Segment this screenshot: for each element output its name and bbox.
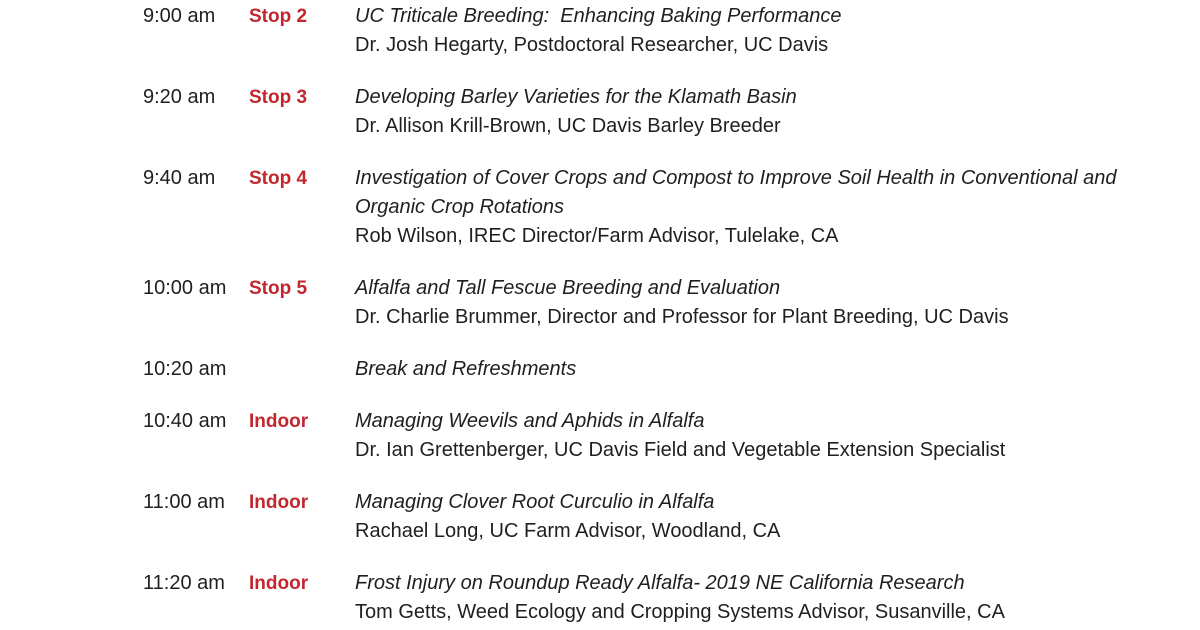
- schedule-row: [143, 407, 1200, 465]
- session-detail: [355, 488, 1135, 546]
- schedule-row: [143, 488, 1200, 546]
- session-time: 9:20 am: [143, 86, 216, 108]
- schedule-row: [143, 2, 1200, 60]
- session-location: Stop 5: [249, 278, 308, 299]
- session-detail: [355, 274, 1135, 332]
- session-time: 9:40 am: [143, 167, 216, 189]
- session-presenter: Dr. Ian Grettenberger, UC Davis Field and Vegetable Extension Specialist: [355, 439, 1006, 461]
- session-time: 11:00 am: [143, 491, 225, 513]
- session-title: Developing Barley Varieties for the Klamath Basin: [355, 86, 797, 108]
- session-location: Indoor: [249, 411, 309, 432]
- session-detail: [355, 2, 1135, 60]
- session-location: Stop 2: [249, 6, 308, 27]
- session-detail: [355, 83, 1135, 141]
- session-detail: [355, 164, 1135, 251]
- session-location: Indoor: [249, 573, 309, 594]
- schedule-row: [143, 569, 1200, 627]
- session-location: Stop 3: [249, 87, 308, 108]
- session-time: 10:40 am: [143, 410, 227, 432]
- session-title: Managing Clover Root Curculio in Alfalfa: [355, 491, 715, 513]
- session-presenter: Dr. Charlie Brummer, Director and Professor for Plant Breeding, UC Davis: [355, 306, 1009, 328]
- schedule-row: [143, 355, 1200, 384]
- session-title: Frost Injury on Roundup Ready Alfalfa- 2019 NE California Research: [355, 572, 965, 594]
- session-presenter: Dr. Allison Krill-Brown, UC Davis Barley Breeder: [355, 115, 781, 137]
- session-title: Managing Weevils and Aphids in Alfalfa: [355, 410, 705, 432]
- session-detail: [355, 407, 1135, 465]
- session-location: Stop 4: [249, 168, 308, 189]
- session-presenter: Rachael Long, UC Farm Advisor, Woodland, CA: [355, 520, 781, 542]
- schedule-row: [143, 164, 1200, 251]
- session-title: Investigation of Cover Crops and Compost to Improve Soil Health in Conventional and Organic Crop Rotations: [355, 167, 1123, 218]
- session-detail: [355, 569, 1135, 627]
- session-presenter: Dr. Josh Hegarty, Postdoctoral Researcher, UC Davis: [355, 34, 829, 56]
- session-title: UC Triticale Breeding: Enhancing Baking Performance: [355, 5, 842, 27]
- session-time: 11:20 am: [143, 572, 225, 594]
- schedule-row: [143, 83, 1200, 141]
- session-time: 10:20 am: [143, 358, 227, 380]
- session-location: Indoor: [249, 492, 309, 513]
- session-title: Break and Refreshments: [355, 358, 577, 380]
- session-detail: [355, 355, 1135, 384]
- session-time: 9:00 am: [143, 5, 216, 27]
- session-presenter: Tom Getts, Weed Ecology and Cropping Systems Advisor, Susanville, CA: [355, 601, 1005, 623]
- session-presenter: Rob Wilson, IREC Director/Farm Advisor, Tulelake, CA: [355, 225, 839, 247]
- session-title: Alfalfa and Tall Fescue Breeding and Evaluation: [355, 277, 781, 299]
- session-time: 10:00 am: [143, 277, 227, 299]
- schedule-row: [143, 274, 1200, 332]
